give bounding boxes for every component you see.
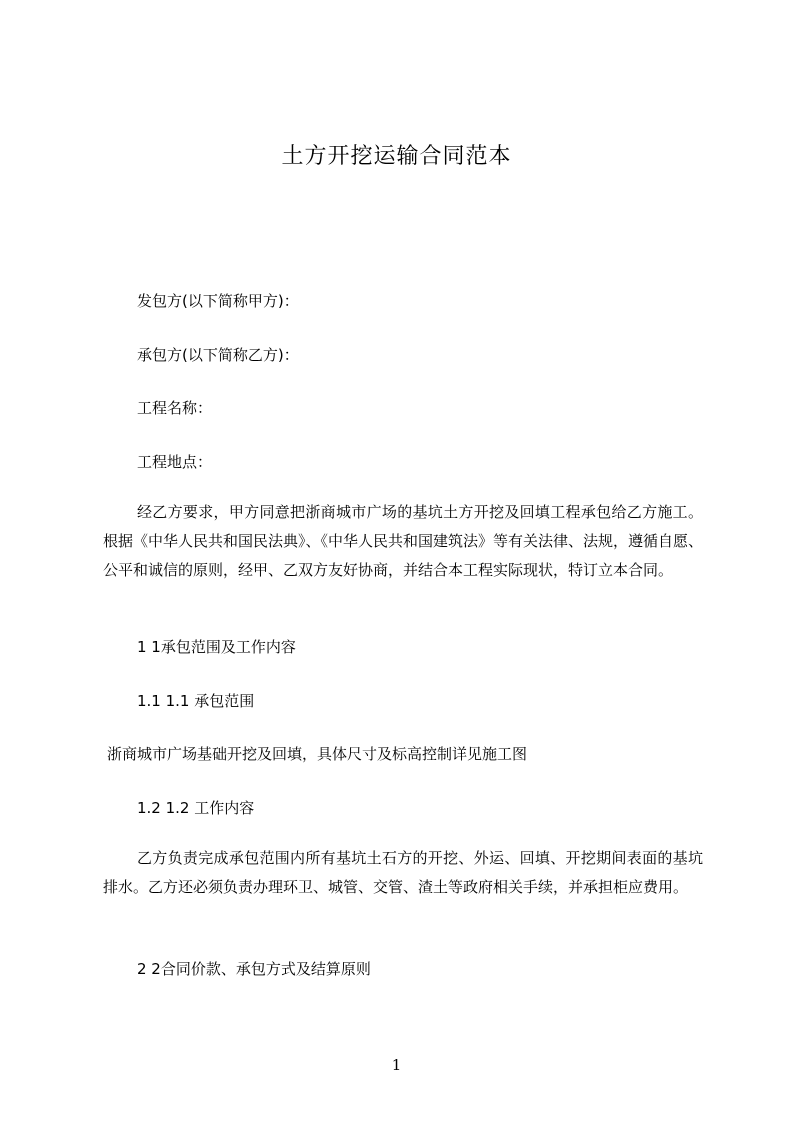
section-1-1-text: 浙商城市广场基础开挖及回填，具体尺寸及标高控制详见施工图	[107, 745, 528, 763]
project-location-field: 工程地点：	[137, 453, 213, 471]
section-2-heading: 2 2合同价款、承包方式及结算原则	[137, 960, 371, 978]
party-a-field: 发包方(以下简称甲方)：	[137, 292, 299, 310]
project-name-field: 工程名称：	[137, 399, 213, 417]
section-1-2-text: 乙方负责完成承包范围内所有基坑土石方的开挖、外运、回填、开挖期间表面的基坑排水。乙方还必须负责办理环卫、城管、交管、渣土等政府相关手续，并承担柜应费用。	[103, 849, 703, 896]
intro-paragraph: 经乙方要求，甲方同意把浙商城市广场的基坑土方开挖及回填工程承包给乙方施工。根据《中华人民共和国民法典》、《中华人民共和国建筑法》等有关法律、法规，遵循自愿、公平和诚信的原则，经甲、乙双方友好协商，并结合本工程实际现状，特订立本合同。	[103, 503, 704, 579]
section-1-heading: 1 1承包范围及工作内容	[137, 638, 296, 656]
section-1-2-heading: 1.2 1.2 工作内容	[137, 799, 255, 817]
document-title: 土方开挖运输合同范本	[281, 144, 512, 169]
party-b-field: 承包方(以下简称乙方)：	[137, 346, 299, 364]
page-number: 1	[391, 1056, 402, 1074]
section-1-1-heading: 1.1 1.1 承包范围	[137, 692, 255, 710]
